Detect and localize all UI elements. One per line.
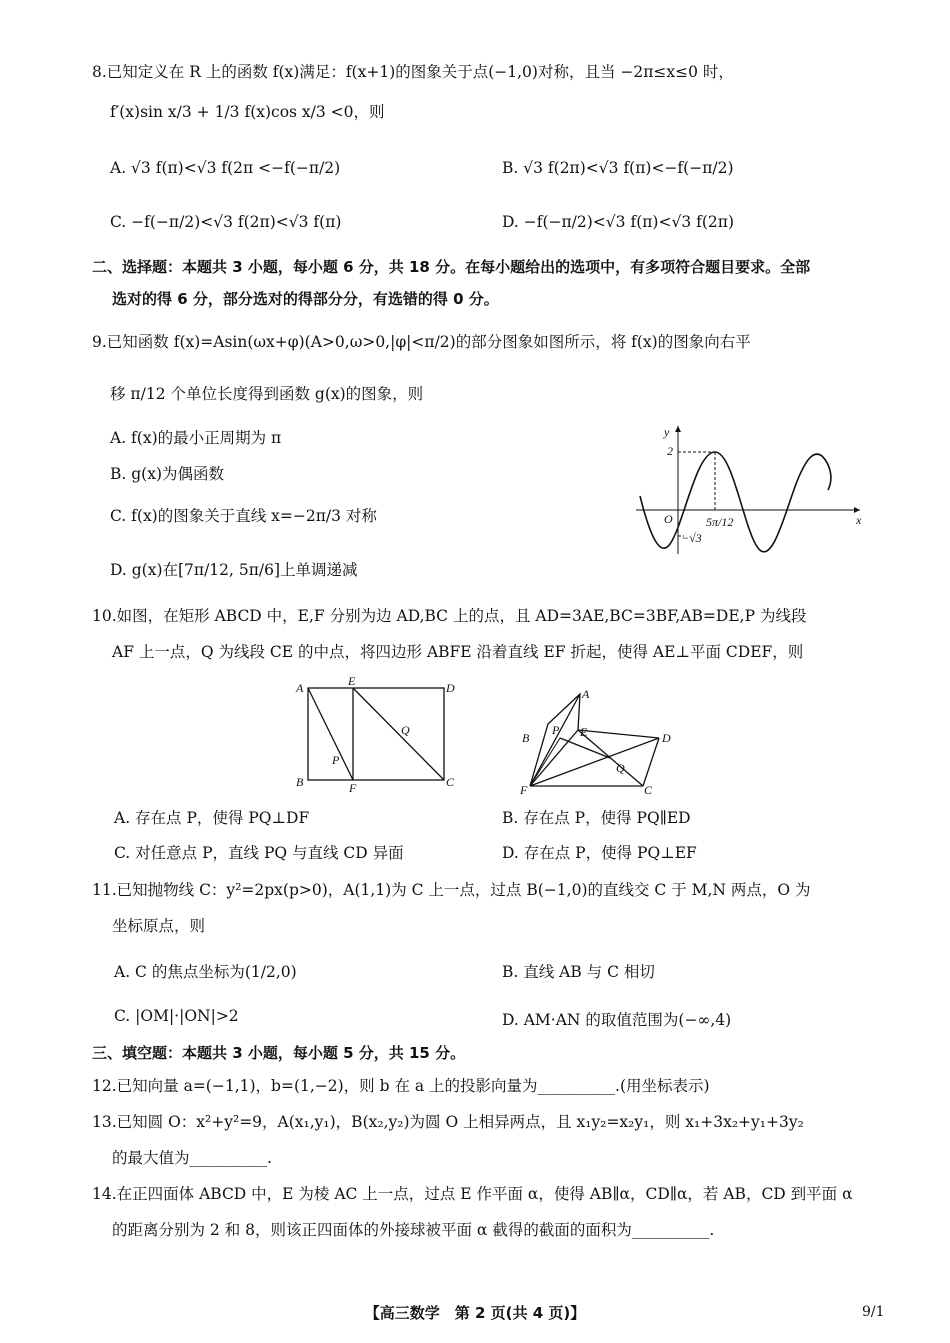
fig1-label-c: C: [446, 775, 455, 789]
q10-stem: 10.如图，在矩形 ABCD 中，E,F 分别为边 AD,BC 上的点，且 AD=3AE,BC=3BF,AB=DE,P 为线段: [92, 607, 807, 625]
fig1-label-d: D: [446, 681, 455, 695]
graph-x-axis-label: x: [856, 513, 862, 527]
graph-origin-label: O: [664, 512, 673, 526]
fig1-label-b: B: [296, 775, 304, 789]
q10-stem-cont: AF 上一点，Q 为线段 CE 的中点，将四边形 ABFE 沿着直线 EF 折起，使得 AE⊥平面 CDEF，则: [112, 643, 804, 661]
q13: 13.已知圆 O：x²+y²=9，A(x₁,y₁)，B(x₂,y₂)为圆 O 上相异两点，且 x₁y₂=x₂y₁，则 x₁+3x₂+y₁+3y₂: [92, 1113, 804, 1131]
sine-graph: [628, 420, 868, 560]
fig2-label-f: F: [520, 783, 528, 797]
q8-stem: 8.已知定义在 R 上的函数 f(x)满足：f(x+1)的图象关于点(−1,0)对称，且当 −2π≤x≤0 时，: [92, 63, 734, 81]
q14: 14.在正四面体 ABCD 中，E 为棱 AC 上一点，过点 E 作平面 α，使得 AB∥α，CD∥α，若 AB，CD 到平面 α: [92, 1185, 853, 1203]
q8-option-d: D. −f(−π/2)<√3 f(π)<√3 f(2π): [502, 213, 735, 231]
fig1-label-q: Q: [401, 723, 410, 737]
fig1-label-f: F: [349, 781, 357, 795]
fig1-label-a: A: [296, 681, 304, 695]
q9-stem-cont: 移 π/12 个单位长度得到函数 g(x)的图象，则: [110, 385, 424, 403]
graph-ymin-label: −√3: [681, 531, 702, 545]
q11-option-d: D. AM·AN 的取值范围为(−∞,4): [502, 1011, 732, 1029]
q9-option-c: C. f(x)的图象关于直线 x=−2π/3 对称: [110, 507, 377, 525]
q11-stem: 11.已知抛物线 C：y²=2px(p>0)，A(1,1)为 C 上一点，过点 B(−1,0)的直线交 C 于 M,N 两点，O 为: [92, 881, 811, 899]
page-code: 9/1: [862, 1304, 885, 1320]
q10-option-c: C. 对任意点 P，直线 PQ 与直线 CD 异面: [114, 844, 404, 862]
q9-stem: 9.已知函数 f(x)=Asin(ωx+φ)(A>0,ω>0,|φ|<π/2)的部分图象如图所示，将 f(x)的图象向右平: [92, 333, 751, 351]
q11-stem-cont: 坐标原点，则: [112, 917, 206, 935]
folded-figure: [516, 682, 696, 798]
q14-cont: 的距离分别为 2 和 8，则该正四面体的外接球被平面 α 截得的截面的面积为__________.: [112, 1221, 715, 1239]
fig1-label-e: E: [348, 676, 356, 688]
section-3-heading: 三、填空题：本题共 3 小题，每小题 5 分，共 15 分。: [92, 1044, 466, 1062]
graph-y-axis-label: y: [664, 425, 670, 439]
section-2-heading-cont: 选对的得 6 分，部分选对的得部分分，有选错的得 0 分。: [112, 290, 499, 308]
page-footer: 【高三数学 第 2 页(共 4 页)】: [364, 1304, 586, 1322]
q8-option-b: B. √3 f(2π)<√3 f(π)<−f(−π/2): [502, 159, 734, 177]
q9-option-a: A. f(x)的最小正周期为 π: [110, 429, 282, 447]
q8-option-c: C. −f(−π/2)<√3 f(2π)<√3 f(π): [110, 213, 342, 231]
q9-option-d: D. g(x)在[7π/12, 5π/6]上单调递减: [110, 561, 358, 579]
fig2-label-q: Q: [616, 761, 625, 775]
fig2-label-d: D: [662, 731, 671, 745]
graph-ymax-label: 2: [667, 444, 673, 458]
graph-xtick-label: 5π/12: [706, 515, 734, 529]
fig2-label-e: E: [580, 725, 588, 739]
q9-option-b: B. g(x)为偶函数: [110, 465, 225, 483]
fig2-label-c: C: [644, 783, 653, 797]
q12: 12.已知向量 a=(−1,1)，b=(1,−2)，则 b 在 a 上的投影向量为__________.(用坐标表示): [92, 1077, 710, 1095]
q11-option-a: A. C 的焦点坐标为(1/2,0): [114, 963, 297, 981]
q10-option-a: A. 存在点 P，使得 PQ⊥DF: [114, 809, 310, 827]
fig2-label-p: P: [552, 723, 560, 737]
q11-option-c: C. |OM|·|ON|>2: [114, 1007, 239, 1025]
fig2-label-b: B: [522, 731, 530, 745]
q11-option-b: B. 直线 AB 与 C 相切: [502, 963, 655, 981]
rectangle-figure: [290, 676, 470, 796]
section-2-heading: 二、选择题：本题共 3 小题，每小题 6 分，共 18 分。在每小题给出的选项中，有多项符合题目要求。全部: [92, 258, 811, 276]
q13-cont: 的最大值为__________.: [112, 1149, 272, 1167]
q8-condition: f′(x)sin x/3 + 1/3 f(x)cos x/3 <0，则: [110, 103, 385, 121]
q10-option-d: D. 存在点 P，使得 PQ⊥EF: [502, 844, 697, 862]
fig2-label-a: A: [582, 687, 590, 701]
q10-option-b: B. 存在点 P，使得 PQ∥ED: [502, 809, 691, 827]
fig1-label-p: P: [332, 753, 340, 767]
q8-option-a: A. √3 f(π)<√3 f(2π <−f(−π/2): [110, 159, 341, 177]
